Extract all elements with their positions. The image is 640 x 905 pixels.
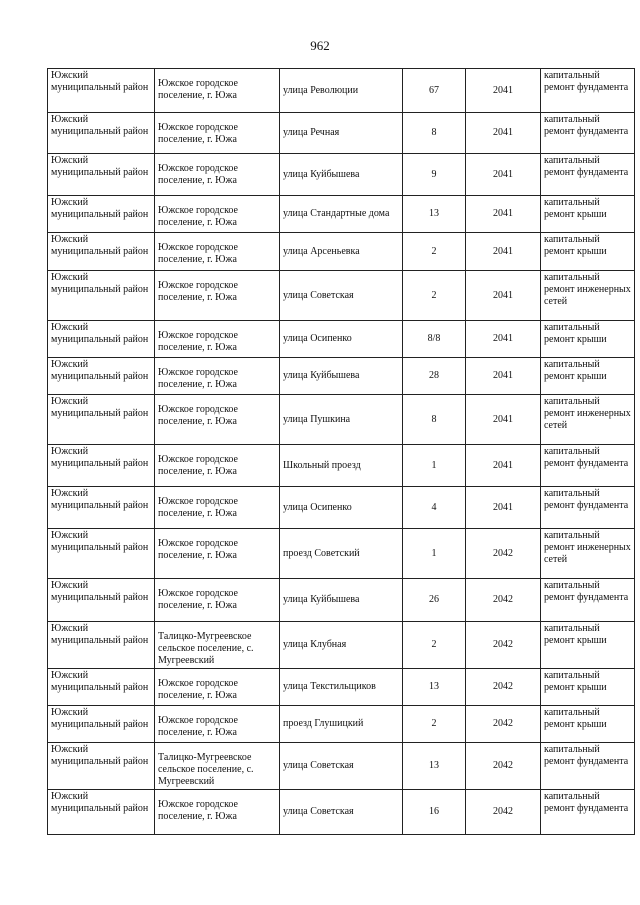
settlement-text: Южское городское поселение, г. Южа <box>158 454 238 477</box>
settlement-cell <box>155 669 280 706</box>
work-type-cell: капитальный ремонт фундамента <box>541 113 635 154</box>
work-type-cell: капитальный ремонт крыши <box>541 233 635 271</box>
work-type-cell: капитальный ремонт крыши <box>541 196 635 233</box>
table-row <box>48 395 635 445</box>
settlement-text: Южское городское поселение, г. Южа <box>158 678 238 701</box>
street-cell: улица Речная <box>280 113 403 154</box>
house-number-cell: 16 <box>403 790 466 835</box>
street-cell: улица Куйбышева <box>280 154 403 196</box>
settlement-cell <box>155 579 280 622</box>
settlement-text: Южское городское поселение, г. Южа <box>158 588 238 611</box>
district-cell: Южский муниципальный район <box>48 233 155 271</box>
settlement-text: Южское городское поселение, г. Южа <box>158 538 238 561</box>
street-cell: улица Советская <box>280 271 403 321</box>
settlement-cell <box>155 154 280 196</box>
street-cell: улица Куйбышева <box>280 358 403 395</box>
work-type-cell: капитальный ремонт фундамента <box>541 487 635 529</box>
district-cell: Южский муниципальный район <box>48 445 155 487</box>
house-number-cell: 13 <box>403 669 466 706</box>
house-number-cell: 2 <box>403 706 466 743</box>
district-cell: Южский муниципальный район <box>48 669 155 706</box>
district-cell: Южский муниципальный район <box>48 196 155 233</box>
district-cell: Южский муниципальный район <box>48 622 155 669</box>
table-row <box>48 529 635 579</box>
district-cell: Южский муниципальный район <box>48 69 155 113</box>
settlement-cell <box>155 69 280 113</box>
year-cell: 2042 <box>466 706 541 743</box>
street-cell: улица Текстильщиков <box>280 669 403 706</box>
district-cell: Южский муниципальный район <box>48 395 155 445</box>
house-number-cell: 2 <box>403 233 466 271</box>
table-row <box>48 487 635 529</box>
settlement-cell <box>155 622 280 669</box>
year-cell: 2042 <box>466 743 541 790</box>
street-cell: улица Арсеньевка <box>280 233 403 271</box>
work-type-cell: капитальный ремонт крыши <box>541 321 635 358</box>
work-type-cell: капитальный ремонт фундамента <box>541 154 635 196</box>
street-cell: улица Осипенко <box>280 321 403 358</box>
district-cell: Южский муниципальный район <box>48 113 155 154</box>
settlement-text: Южское городское поселение, г. Южа <box>158 367 238 390</box>
table-row <box>48 321 635 358</box>
district-cell: Южский муниципальный район <box>48 706 155 743</box>
street-cell: проезд Советский <box>280 529 403 579</box>
work-type-cell: капитальный ремонт крыши <box>541 358 635 395</box>
settlement-text: Южское городское поселение, г. Южа <box>158 242 238 265</box>
work-type-cell: капитальный ремонт инженерных сетей <box>541 395 635 445</box>
work-type-cell: капитальный ремонт фундамента <box>541 69 635 113</box>
settlement-cell <box>155 706 280 743</box>
settlement-cell <box>155 529 280 579</box>
settlement-cell <box>155 358 280 395</box>
house-number-cell: 67 <box>403 69 466 113</box>
table-row <box>48 445 635 487</box>
settlement-cell <box>155 271 280 321</box>
table-row <box>48 233 635 271</box>
table-row <box>48 154 635 196</box>
year-cell: 2041 <box>466 321 541 358</box>
settlement-cell <box>155 790 280 835</box>
settlement-cell <box>155 487 280 529</box>
settlement-text: Талицко-Мугреевское сельское поселение, с. Мугреевский <box>158 631 254 666</box>
year-cell: 2042 <box>466 529 541 579</box>
street-cell: улица Клубная <box>280 622 403 669</box>
district-cell: Южский муниципальный район <box>48 154 155 196</box>
street-cell: проезд Глушицкий <box>280 706 403 743</box>
settlement-cell <box>155 233 280 271</box>
street-cell: улица Куйбышева <box>280 579 403 622</box>
year-cell: 2042 <box>466 579 541 622</box>
housing-repair-table <box>47 68 635 835</box>
settlement-cell <box>155 321 280 358</box>
district-cell: Южский муниципальный район <box>48 743 155 790</box>
district-cell: Южский муниципальный район <box>48 487 155 529</box>
table-row <box>48 69 635 113</box>
settlement-cell <box>155 395 280 445</box>
street-cell: улица Стандартные дома <box>280 196 403 233</box>
district-cell: Южский муниципальный район <box>48 790 155 835</box>
street-cell: Школьный проезд <box>280 445 403 487</box>
year-cell: 2042 <box>466 790 541 835</box>
house-number-cell: 13 <box>403 196 466 233</box>
settlement-cell <box>155 113 280 154</box>
year-cell: 2041 <box>466 69 541 113</box>
house-number-cell: 28 <box>403 358 466 395</box>
house-number-cell: 8 <box>403 395 466 445</box>
district-cell: Южский муниципальный район <box>48 321 155 358</box>
street-cell: улица Советская <box>280 790 403 835</box>
table-row <box>48 271 635 321</box>
settlement-text: Южское городское поселение, г. Южа <box>158 122 238 145</box>
settlement-text: Южское городское поселение, г. Южа <box>158 280 238 303</box>
district-cell: Южский муниципальный район <box>48 529 155 579</box>
settlement-text: Южское городское поселение, г. Южа <box>158 496 238 519</box>
work-type-cell: капитальный ремонт крыши <box>541 669 635 706</box>
work-type-cell: капитальный ремонт фундамента <box>541 579 635 622</box>
year-cell: 2041 <box>466 113 541 154</box>
street-cell: улица Пушкина <box>280 395 403 445</box>
year-cell: 2042 <box>466 669 541 706</box>
settlement-text: Южское городское поселение, г. Южа <box>158 78 238 101</box>
table-row <box>48 113 635 154</box>
house-number-cell: 26 <box>403 579 466 622</box>
work-type-cell: капитальный ремонт фундамента <box>541 445 635 487</box>
year-cell: 2041 <box>466 395 541 445</box>
table-row <box>48 790 635 835</box>
table-body <box>48 69 635 835</box>
table-row <box>48 579 635 622</box>
house-number-cell: 2 <box>403 271 466 321</box>
work-type-cell: капитальный ремонт крыши <box>541 622 635 669</box>
settlement-cell <box>155 445 280 487</box>
district-cell: Южский муниципальный район <box>48 579 155 622</box>
settlement-text: Талицко-Мугреевское сельское поселение, с. Мугреевский <box>158 752 254 787</box>
street-cell: улица Осипенко <box>280 487 403 529</box>
year-cell: 2042 <box>466 622 541 669</box>
work-type-cell: капитальный ремонт крыши <box>541 706 635 743</box>
year-cell: 2041 <box>466 445 541 487</box>
settlement-text: Южское городское поселение, г. Южа <box>158 404 238 427</box>
house-number-cell: 2 <box>403 622 466 669</box>
house-number-cell: 13 <box>403 743 466 790</box>
work-type-cell: капитальный ремонт инженерных сетей <box>541 271 635 321</box>
year-cell: 2041 <box>466 233 541 271</box>
table-row <box>48 622 635 669</box>
house-number-cell: 1 <box>403 529 466 579</box>
district-cell: Южский муниципальный район <box>48 358 155 395</box>
settlement-text: Южское городское поселение, г. Южа <box>158 163 238 186</box>
house-number-cell: 4 <box>403 487 466 529</box>
settlement-text: Южское городское поселение, г. Южа <box>158 799 238 822</box>
house-number-cell: 1 <box>403 445 466 487</box>
table-row <box>48 743 635 790</box>
settlement-text: Южское городское поселение, г. Южа <box>158 205 238 228</box>
house-number-cell: 8/8 <box>403 321 466 358</box>
table-row <box>48 669 635 706</box>
year-cell: 2041 <box>466 271 541 321</box>
house-number-cell: 8 <box>403 113 466 154</box>
work-type-cell: капитальный ремонт фундамента <box>541 743 635 790</box>
table-row <box>48 706 635 743</box>
street-cell: улица Революции <box>280 69 403 113</box>
year-cell: 2041 <box>466 487 541 529</box>
settlement-text: Южское городское поселение, г. Южа <box>158 330 238 353</box>
work-type-cell: капитальный ремонт фундамента <box>541 790 635 835</box>
settlement-text: Южское городское поселение, г. Южа <box>158 715 238 738</box>
work-type-cell: капитальный ремонт инженерных сетей <box>541 529 635 579</box>
street-cell: улица Советская <box>280 743 403 790</box>
settlement-cell <box>155 743 280 790</box>
table-row <box>48 358 635 395</box>
year-cell: 2041 <box>466 358 541 395</box>
year-cell: 2041 <box>466 154 541 196</box>
settlement-cell <box>155 196 280 233</box>
year-cell: 2041 <box>466 196 541 233</box>
page-number: 962 <box>310 38 330 53</box>
house-number-cell: 9 <box>403 154 466 196</box>
table-row <box>48 196 635 233</box>
district-cell: Южский муниципальный район <box>48 271 155 321</box>
